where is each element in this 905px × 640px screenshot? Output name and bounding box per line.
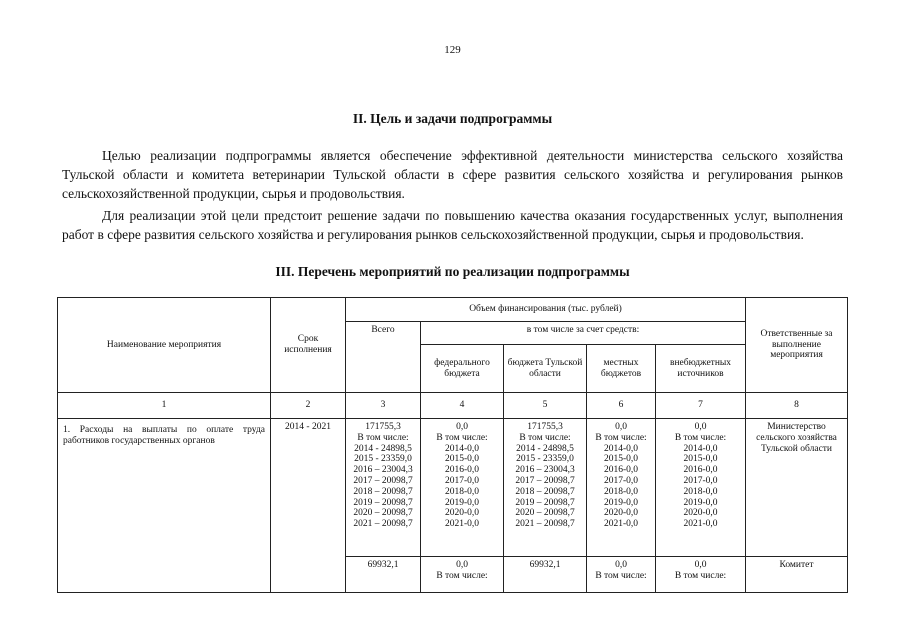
- measures-table: [57, 297, 848, 593]
- column-number: 6: [587, 393, 656, 419]
- column-number: 8: [746, 393, 848, 419]
- header-term: Срок исполнения: [271, 298, 346, 393]
- header-including: в том числе за счет средств:: [421, 322, 746, 345]
- local-cell: 0,0 В том числе:: [587, 557, 656, 593]
- extra-cell: 0,0 В том числе: 2014-0,0 2015-0,0 2016-0,0 2017-0,0 2018-0,0 2019-0,0 2020-0,0 2021-0,0: [656, 419, 746, 557]
- page-number: 129: [444, 44, 461, 56]
- responsible-cell: Комитет: [746, 557, 848, 593]
- extra-cell: 0,0 В том числе:: [656, 557, 746, 593]
- column-number: 2: [271, 393, 346, 419]
- header-regional: бюджета Тульской области: [504, 345, 587, 393]
- table-row: [58, 419, 848, 557]
- header-federal: федерального бюджета: [421, 345, 504, 393]
- federal-cell: 0,0 В том числе:: [421, 557, 504, 593]
- section-3-title: III. Перечень мероприятий по реализации подпрограммы: [275, 264, 630, 279]
- column-number-row: [58, 393, 848, 419]
- column-number: 4: [421, 393, 504, 419]
- column-number: 1: [58, 393, 271, 419]
- header-name: Наименование мероприятия: [58, 298, 271, 393]
- column-number: 3: [346, 393, 421, 419]
- header-row-1: [58, 298, 848, 322]
- paragraph-task: Для реализации этой цели предстоит решение задачи по повышению качества оказания государственных услуг, выполнения работ в сфере развития сельского хозяйства и регулирования рынков сельскохозяйственной продукции, сырья и продовольствия.: [62, 208, 843, 242]
- total-cell: 171755,3 В том числе: 2014 - 24898,5 2015 - 23359,0 2016 – 23004,3 2017 – 20098,7 2018 – 20098,7 2019 – 20098,7 2020 – 20098,7 2021 – 20098,7: [346, 419, 421, 557]
- measure-name: 1. Расходы на выплаты по оплате труда работников государственных органов: [58, 419, 271, 593]
- local-cell: 0,0 В том числе: 2014-0,0 2015-0,0 2016-0,0 2017-0,0 2018-0,0 2019-0,0 2020-0,0 2021-0,0: [587, 419, 656, 557]
- responsible-cell: Министерство сельского хозяйства Тульской области: [746, 419, 848, 557]
- header-local: местных бюджетов: [587, 345, 656, 393]
- section-2-title: II. Цель и задачи подпрограммы: [352, 111, 553, 126]
- header-total: Всего: [346, 322, 421, 393]
- federal-cell: 0,0 В том числе: 2014-0,0 2015-0,0 2016-0,0 2017-0,0 2018-0,0 2019-0,0 2020-0,0 2021-0,0: [421, 419, 504, 557]
- column-number: 5: [504, 393, 587, 419]
- paragraph-goal: Целью реализации подпрограммы является обеспечение эффективной деятельности министерства сельского хозяйства Тульской области и комитета ветеринарии Тульской области в сфере развития сельского хозяйства и регулирования рынков сельскохозяйственной продукции, сырья и продовольствия.: [62, 148, 843, 201]
- regional-cell: 69932,1: [504, 557, 587, 593]
- measure-term: 2014 - 2021: [271, 419, 346, 593]
- header-extra: внебюджетных источников: [656, 345, 746, 393]
- regional-cell: 171755,3 В том числе: 2014 - 24898,5 2015 - 23359,0 2016 – 23004,3 2017 – 20098,7 2018 – 20098,7 2019 – 20098,7 2020 – 20098,7 2021 – 20098,7: [504, 419, 587, 557]
- header-responsible: Ответственные за выполнение мероприятия: [746, 298, 848, 393]
- header-funding: Объем финансирования (тыс. рублей): [346, 298, 746, 322]
- total-cell: 69932,1: [346, 557, 421, 593]
- column-number: 7: [656, 393, 746, 419]
